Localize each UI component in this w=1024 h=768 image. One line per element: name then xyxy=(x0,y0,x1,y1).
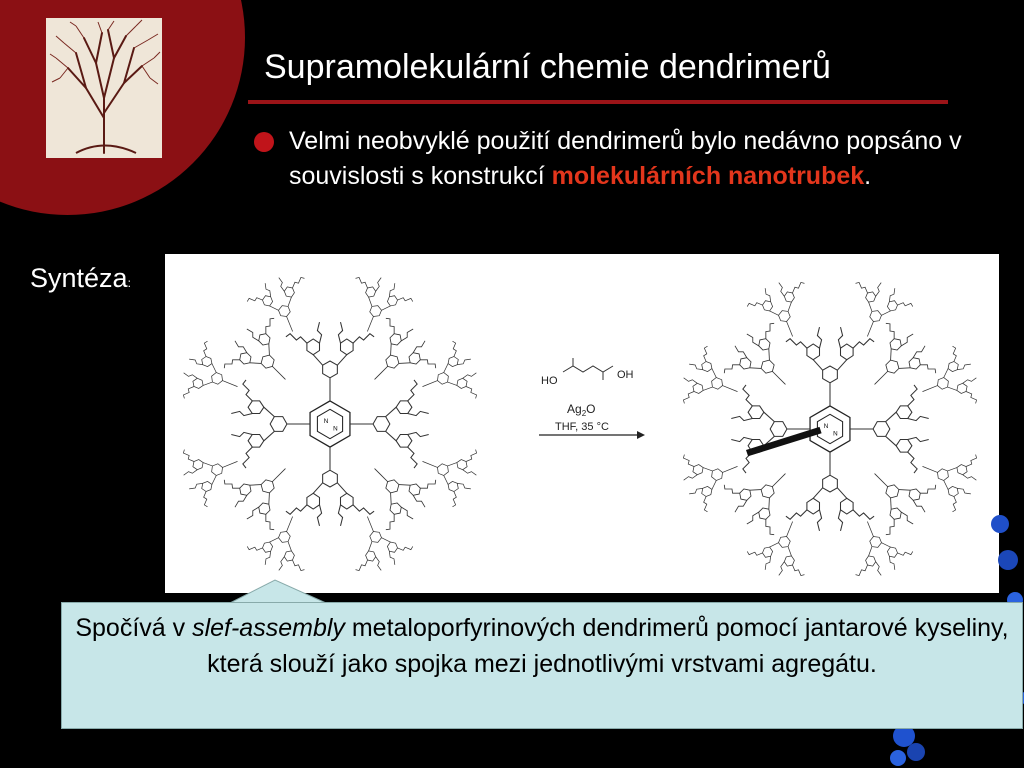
reagent-ho: HO xyxy=(541,375,558,387)
bullet-text xyxy=(289,124,1009,194)
title-underline xyxy=(248,100,948,104)
callout-text-rest: metaloporfyrinových dendrimerů pomocí jantarové kyseliny, která slouží jako spojka mezi jednotlivými vrstvami agregátu. xyxy=(207,614,1009,678)
catalyst-label xyxy=(567,402,595,418)
bullet-text-end: . xyxy=(864,162,872,190)
bullet-dot-icon xyxy=(254,132,274,152)
tree-logo-image xyxy=(46,18,162,158)
reaction-scheme-drawing: N N HO OH $Ag_2O$ THF, 35 °C xyxy=(165,254,999,593)
synthesis-colon: : xyxy=(127,276,131,290)
catalyst-o: O xyxy=(586,402,596,416)
callout-text-start: Spočívá v xyxy=(75,614,193,642)
reaction-conditions: THF, 35 °C xyxy=(555,421,609,433)
callout-text xyxy=(61,610,1023,682)
synthesis-label-text: Syntéza xyxy=(30,263,128,293)
bullet-text-main: Velmi neobvyklé použití dendrimerů bylo nedávno popsáno v souvislosti s konstrukcí xyxy=(289,127,962,190)
synthesis-label xyxy=(30,263,131,294)
bullet-highlight: molekulárních nanotrubek xyxy=(551,162,865,190)
reagent-oh: OH xyxy=(617,369,634,381)
slide-title: Supramolekulární chemie dendrimerů xyxy=(264,48,831,86)
catalyst-subscript: 2 xyxy=(581,409,587,418)
dendrimer-left xyxy=(175,269,485,579)
callout-italic: slef-assembly xyxy=(192,614,345,642)
catalyst-ag: Ag xyxy=(567,402,582,416)
